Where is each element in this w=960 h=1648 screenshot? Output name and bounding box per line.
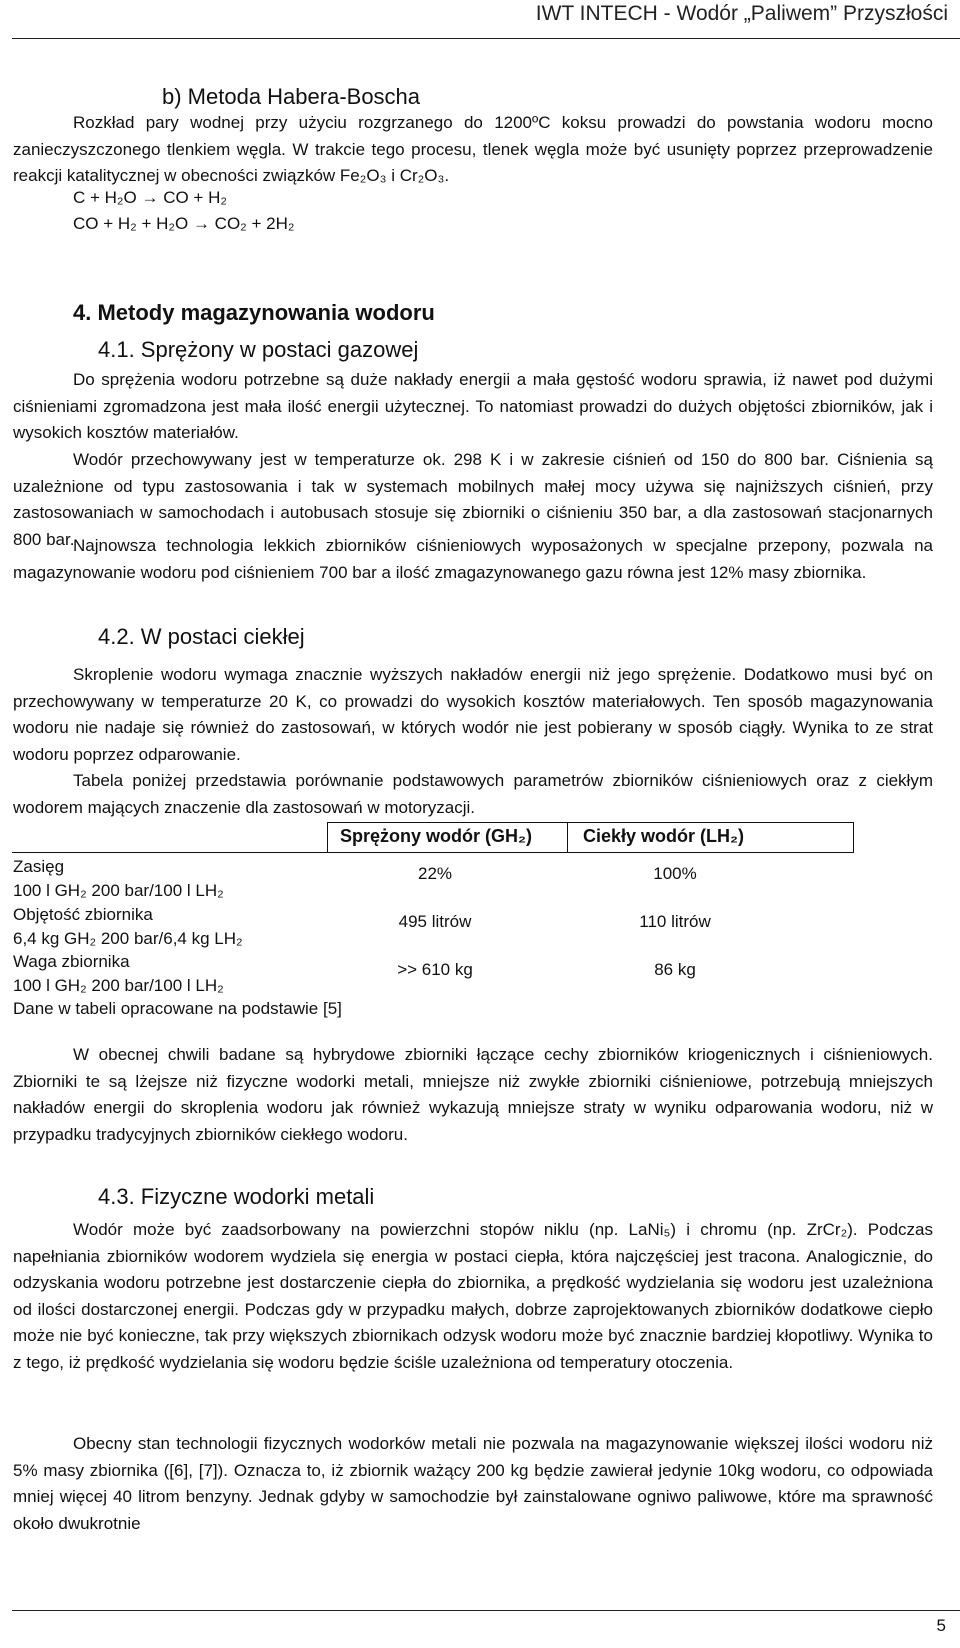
header-divider bbox=[12, 38, 960, 39]
table-cell: 22% bbox=[417, 864, 453, 883]
section-4-3-paragraph-1: Wodór może być zaadsorbowany na powierzchni stopów niklu (np. LaNi₅) i chromu (np. ZrCr₂). Podczas napełniania zbiorników wodorem wydziela się energia w postaci ciepła, która najczęściej jest tracona. Analogicznie, do odzyskania wodoru potrzebne jest dostarczenie ciepła do zbiornika, a prędkość wydzielania się wodoru jest uzależniona od ilości dostarczonej energii. Podczas gdy w przypadku małych, dobrze zaprojektowanych zbiorników dodatkowe ciepło może nie być konieczne, tak przy większych zbiornikach odzysk wodoru może być znacznie bardziej kłopotliwy. Wynika to z tego, iż prędkość wydzielania się wodoru będzie ściśle uzależniona od temperatury otoczenia. bbox=[13, 1220, 933, 1372]
table-cell: 100% bbox=[653, 864, 697, 883]
section-b-title: b) Metoda Habera-Boscha bbox=[162, 84, 421, 109]
table-row-label: Objętość zbiornika bbox=[13, 905, 153, 924]
section-b-paragraph: Rozkład pary wodnej przy użyciu rozgrzanego do 1200ºC koksu prowadzi do powstania wodoru mocno zanieczyszczonego tlenkiem węgla. W trakcie tego procesu, tlenek węgla może być usunięty poprzez przeprowadzenie reakcji katalitycznej w obecności związków Fe₂O₃ i Cr₂O₃. bbox=[13, 113, 933, 185]
table-header-compressed: Sprężony wodór (GH₂) bbox=[340, 826, 532, 846]
table-row-label: Waga zbiornika bbox=[13, 952, 130, 971]
table-top-rule bbox=[12, 852, 854, 853]
section-4-3-paragraph-2: Obecny stan technologii fizycznych wodorków metali nie pozwala na magazynowanie większej ilości wodoru niż 5% masy zbiornika ([6], [7]). Oznacza to, iż zbiornik ważący 200 kg będzie zawierał jedynie 10kg wodoru, co odpowiada mniej więcej 40 litrom benzyny. Jednak gdyby w samochodzie był zainstalowane ogniwo paliwowe, które ma sprawność około dwukrotnie bbox=[13, 1434, 933, 1533]
section-4-2-paragraph-1: Skroplenie wodoru wymaga znacznie wyższych nakładów energii niż jego sprężenie. Dodatkowo musi być on przechowywany w temperaturze 20 K, co prowadzi do wysokich kosztów materiałowych. Ten sposób magazynowania wodoru nie nadaje się również do zastosowań, w których wodór nie jest pobierany w sposób ciągły. Wynika to ze strat wodoru poprzez odparowanie. bbox=[13, 665, 933, 764]
table-col-divider-1 bbox=[327, 822, 328, 852]
page-number: 5 bbox=[936, 1616, 946, 1635]
section-4-1-paragraph-1: Do sprężenia wodoru potrzebne są duże nakłady energii a mała gęstość wodoru sprawia, iż nawet pod dużymi ciśnieniami zgromadzona jest mała ilość energii użytecznej. To natomiast prowadzi do dużych objętości zbiorników, jak i wysokich kosztów materiałów. bbox=[13, 370, 933, 442]
table-row-sublabel: 6,4 kg GH₂ 200 bar/6,4 kg LH₂ bbox=[13, 929, 243, 948]
section-4-title: 4. Metody magazynowania wodoru bbox=[73, 300, 435, 325]
running-header: IWT INTECH - Wodór „Paliwem” Przyszłości bbox=[535, 2, 948, 25]
footer-divider bbox=[12, 1610, 960, 1611]
table-col-divider-3 bbox=[853, 822, 854, 852]
table-cell: 495 litrów bbox=[398, 912, 472, 931]
table-source-note: Dane w tabeli opracowane na podstawie [5] bbox=[13, 999, 342, 1018]
table-header-top-rule bbox=[327, 822, 854, 823]
section-4-2-paragraph-2: Tabela poniżej przedstawia porównanie podstawowych parametrów zbiorników ciśnieniowych oraz z ciekłym wodorem mających znaczenie dla zastosowań w motoryzacji. bbox=[13, 771, 933, 817]
hybrid-tanks-paragraph: W obecnej chwili badane są hybrydowe zbiorniki łączące cechy zbiorników kriogenicznych i ciśnieniowych. Zbiorniki te są lżejsze niż fizyczne wodorki metali, mniejsze niż zwykłe zbiorniki ciśnieniowe, potrzebują mniejszych nakładów energii do skroplenia wodoru jak również wykazują mniejsze straty w wyniku odparowania wodoru, niż w przypadku tradycyjnych zbiorników ciekłego wodoru. bbox=[13, 1045, 933, 1144]
equation-2: CO + H₂ + H₂O → CO₂ + 2H₂ bbox=[73, 214, 295, 233]
table-row-sublabel: 100 l GH₂ 200 bar/100 l LH₂ bbox=[13, 976, 224, 995]
table-header-liquid: Ciekły wodór (LH₂) bbox=[583, 826, 745, 846]
table-col-divider-2 bbox=[567, 822, 568, 852]
equation-1: C + H₂O → CO + H₂ bbox=[73, 188, 227, 207]
section-4-1-paragraph-2: Wodór przechowywany jest w temperaturze ok. 298 K i w zakresie ciśnień od 150 do 800 bar. Ciśnienia są uzależnione od typu zastosowania i tak w systemach mobilnych małej mocy używa się najniższych ciśnień, przy zastosowaniach w samochodach i autobusach stosuje się zbiorniki o ciśnieniu 350 bar, a dla zastosowań stacjonarnych 800 bar. bbox=[13, 450, 933, 549]
table-row-label: Zasięg bbox=[13, 857, 65, 876]
table-row-sublabel: 100 l GH₂ 200 bar/100 l LH₂ bbox=[13, 881, 224, 900]
table-cell: 110 litrów bbox=[639, 912, 711, 931]
section-4-1-title: 4.1. Sprężony w postaci gazowej bbox=[98, 337, 419, 362]
section-4-1-paragraph-3: Najnowsza technologia lekkich zbiorników ciśnieniowych wyposażonych w specjalne przepony, pozwala na magazynowanie wodoru pod ciśnieniem 700 bar a ilość zmagazynowanego gazu równa jest 12% masy zbiornika. bbox=[13, 536, 933, 582]
table-cell: >> 610 kg bbox=[397, 960, 473, 979]
table-cell: 86 kg bbox=[654, 960, 696, 979]
section-4-3-title: 4.3. Fizyczne wodorki metali bbox=[98, 1184, 375, 1209]
section-4-2-title: 4.2. W postaci ciekłej bbox=[98, 624, 305, 649]
